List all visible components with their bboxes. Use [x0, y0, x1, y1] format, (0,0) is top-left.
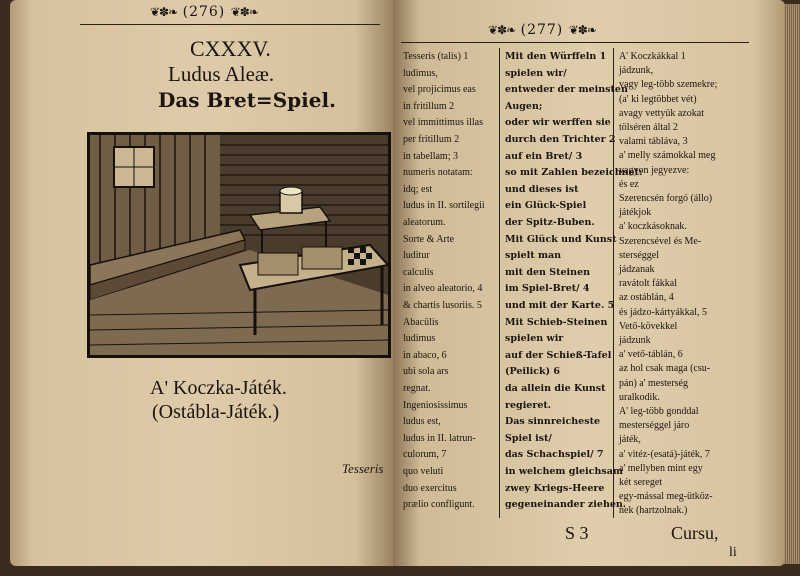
- german-line: da allein die Kunst: [505, 383, 606, 394]
- latin-line: regnat.: [403, 383, 431, 394]
- german-line: oder wir werffen sie: [505, 117, 611, 129]
- hungarian-line: uralkodik.: [619, 391, 660, 403]
- hungarian-line: játékjok: [619, 207, 652, 219]
- german-line: so mit Zahlen bezeichnet:: [505, 167, 643, 179]
- german-line: spielt man: [505, 250, 562, 262]
- hungarian-line: vagy leg-több szemekre;: [619, 79, 718, 91]
- right-catchword-2: li: [729, 545, 737, 560]
- latin-line: culorum, 7: [403, 449, 447, 461]
- german-line: mit den Steinen: [505, 266, 591, 278]
- hungarian-line: a' vitéz-(esatá)-játék, 7: [619, 448, 710, 460]
- german-line: ein Glück-Spiel: [505, 200, 587, 212]
- right-page-number: (277): [520, 22, 564, 38]
- hungarian-line: a' koczkásoknak.: [619, 221, 687, 233]
- latin-line: numeris notatam:: [403, 167, 473, 179]
- latin-line: Tesseris (talis) 1: [403, 51, 469, 62]
- latin-line: duo exercitus: [403, 482, 457, 494]
- german-line: zwey Kriegs-Heere: [505, 482, 605, 494]
- right-header-rule: [401, 42, 749, 43]
- hungarian-line: avagy vettyük azokat: [619, 107, 704, 119]
- latin-line: in alveo aleatorio, 4: [403, 283, 483, 295]
- header-ornament-left: ❦✽❧: [150, 5, 178, 19]
- latin-line: quo veluti: [403, 466, 444, 477]
- german-line: spielen wir/: [505, 67, 567, 79]
- german-line: gegeneinander ziehen.: [505, 499, 627, 511]
- hungarian-line: játék,: [619, 434, 641, 446]
- hungarian-line: jádzunk,: [619, 65, 654, 77]
- latin-line: idq; est: [403, 183, 433, 195]
- german-line: Das sinnreicheste: [505, 416, 600, 428]
- left-catchword: Tesseris: [342, 461, 384, 476]
- latin-line: in abaco, 6: [403, 349, 447, 361]
- backgammon-room-woodcut: [90, 135, 388, 355]
- left-page: [10, 0, 393, 566]
- latin-line: ludus in II. latrun-: [403, 432, 476, 444]
- right-page: [393, 0, 785, 566]
- hungarian-line: tölséren által 2: [619, 122, 678, 133]
- latin-line: ubi sola ars: [403, 366, 449, 378]
- german-line: Mit den Würffeln 1: [505, 51, 607, 62]
- column-divider-2: [613, 48, 614, 518]
- hungarian-line: A' Koczkákkal 1: [619, 51, 686, 62]
- german-line: entweder der meinsten: [505, 84, 628, 96]
- hungarian-line: két sereget: [619, 477, 663, 488]
- latin-line: luditur: [403, 250, 430, 262]
- hungarian-line: a' melly számokkal meg: [619, 150, 716, 162]
- right-catchword: Cursu,: [671, 523, 719, 543]
- hungarian-line: az ostáblán, 4: [619, 292, 674, 304]
- german-line: regieret.: [505, 399, 552, 411]
- hungarian-line: és jádzo-kártyákkal, 5: [619, 306, 708, 318]
- hungarian-line: a' mellyben mint egy: [619, 462, 703, 474]
- latin-line: Ingeniosissimus: [403, 399, 468, 411]
- hungarian-line: mesterséggel járo: [619, 420, 690, 432]
- latin-line: & chartis lusoriis. 5: [403, 300, 482, 311]
- hungarian-line: egy-mással meg-ütköz-: [619, 491, 713, 503]
- latin-line: ludimus: [403, 333, 436, 345]
- german-line: das Schachspiel/ 7: [505, 449, 604, 461]
- german-line: im Spiel-Bret/ 4: [505, 283, 590, 295]
- hungarian-line: jádzunk: [619, 335, 651, 346]
- page-edges: [784, 4, 800, 564]
- german-line: durch den Trichter 2: [505, 134, 616, 145]
- hungarian-line: A' leg-több gonddal: [619, 406, 699, 417]
- latin-line: per fritillum 2: [403, 134, 460, 145]
- german-line: auf ein Bret/ 3: [505, 150, 583, 162]
- german-line: und mit der Karte. 5: [505, 300, 615, 311]
- hungarian-line: vagyon jegyezve:: [619, 164, 690, 176]
- latin-line: ludimus,: [403, 67, 438, 79]
- german-line: der Spitz-Buben.: [505, 217, 595, 228]
- chapter-number: CXXXV.: [190, 36, 271, 61]
- header-rule: [80, 24, 380, 25]
- hungarian-line: az hol csak maga (csu-: [619, 363, 711, 375]
- german-line: (Peilick) 6: [505, 366, 561, 378]
- latin-line: prælio confligunt.: [403, 499, 475, 511]
- header-ornament-left-2: ❦✽❧: [488, 23, 516, 37]
- german-line: und dieses ist: [505, 183, 579, 195]
- header-ornament-right-2: ❦✽❧: [568, 23, 596, 37]
- german-line: in welchem gleichsam: [505, 466, 623, 477]
- hungarian-line: (a' ki legtöbbet vét): [619, 93, 697, 105]
- german-title: Das Bret=Spiel.: [158, 88, 336, 112]
- hungarian-line: valami tábláva, 3: [619, 136, 688, 148]
- latin-line: in tabellam; 3: [403, 150, 458, 162]
- header-ornament-right: ❦✽❧: [230, 5, 258, 19]
- hungarian-line: és ez: [619, 178, 639, 190]
- latin-line: ludus in II. sortilegii: [403, 200, 485, 212]
- hungarian-line: Szerencsével és Me-: [619, 235, 702, 247]
- latin-line: calculis: [403, 266, 434, 278]
- hungarian-title-1: A' Koczka-Játék.: [150, 377, 287, 399]
- hungarian-line: sterséggel: [619, 249, 659, 261]
- latin-line: vel immittimus illas: [403, 117, 483, 129]
- latin-line: Sorte & Arte: [403, 233, 455, 245]
- woodcut-illustration: [87, 132, 391, 358]
- signature-mark: S 3: [565, 523, 589, 543]
- hungarian-line: jádzanak: [619, 264, 655, 275]
- german-line: auf der Schieß-Tafel: [505, 349, 612, 361]
- hungarian-line: pán) a' mesterség: [619, 377, 688, 389]
- german-line: Spiel ist/: [505, 432, 552, 444]
- latin-line: aleatorum.: [403, 217, 446, 228]
- left-page-header: [150, 4, 258, 20]
- latin-line: vel projicimus eas: [403, 84, 476, 96]
- german-line: Mit Glück und Kunst: [505, 233, 617, 245]
- hungarian-line: Szerencsén forgó (állo): [619, 193, 713, 204]
- latin-line: in fritillum 2: [403, 100, 455, 112]
- hungarian-line: ravátolt fákkal: [619, 278, 678, 290]
- latin-title: Ludus Aleæ.: [168, 62, 275, 86]
- left-page-number: (276): [182, 4, 226, 20]
- hungarian-title-2: (Ostábla-Játék.): [152, 401, 280, 423]
- german-line: spielen wir: [505, 333, 564, 345]
- right-page-header: [488, 22, 596, 38]
- hungarian-line: Vető-kövekkel: [619, 320, 678, 332]
- german-line: Mit Schieb-Steinen: [505, 316, 608, 328]
- hungarian-line: a' vető-táblán, 6: [619, 349, 683, 361]
- column-divider-1: [499, 48, 500, 518]
- german-line: Augen;: [505, 100, 543, 112]
- latin-line: Abacûlis: [403, 316, 439, 328]
- latin-line: ludus est,: [403, 416, 441, 428]
- hungarian-line: nek (hartzolnak.): [619, 505, 688, 517]
